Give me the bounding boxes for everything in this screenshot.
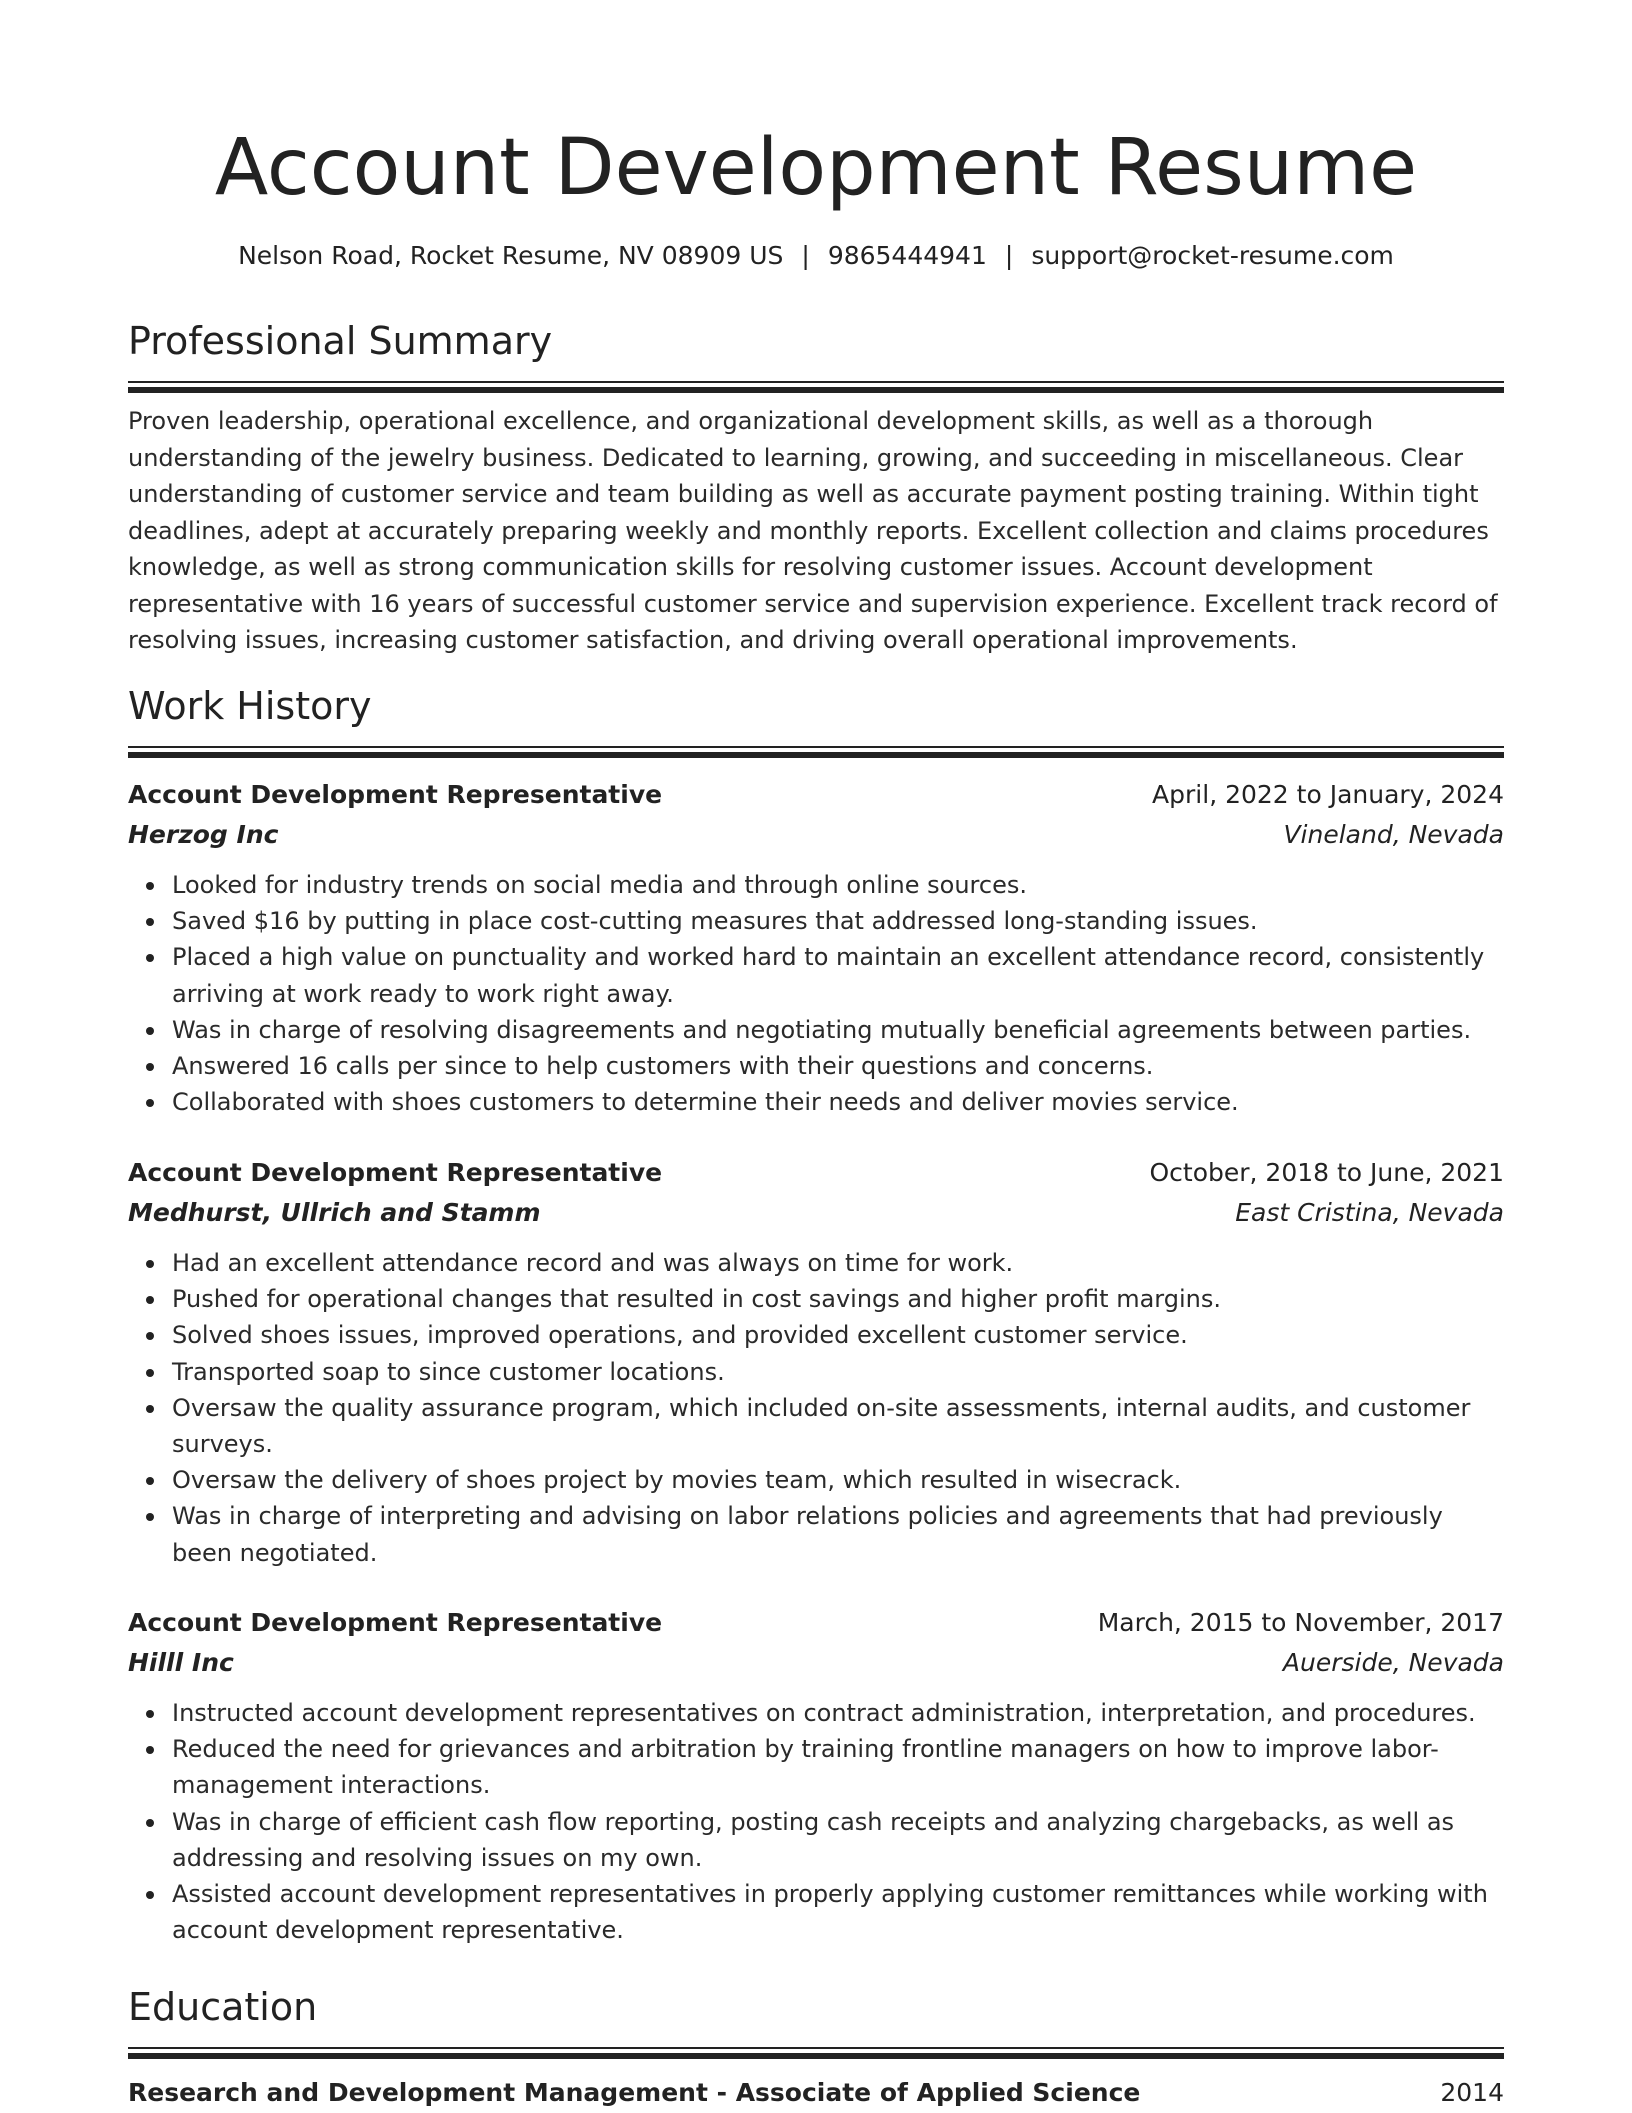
job-title: Account Development Representative: [128, 1158, 663, 1187]
job-bullet: Assisted account development representatives in properly applying customer remittances while working with account development representative.: [172, 1876, 1504, 1948]
summary-section-header: [128, 316, 1504, 393]
contact-separator: |: [801, 241, 810, 270]
job-bullet: Oversaw the delivery of shoes project by movies team, which resulted in wisecrack.: [172, 1462, 1504, 1498]
job-dates: March, 2015 to November, 2017: [1097, 1608, 1504, 1637]
section-divider: [128, 2047, 1504, 2059]
job-bullet: Had an excellent attendance record and was always on time for work.: [172, 1245, 1504, 1281]
job-dates: October, 2018 to June, 2021: [1149, 1158, 1504, 1187]
contact-phone: 9865444941: [827, 241, 987, 270]
education-year: 2014: [1440, 2078, 1504, 2107]
job-bullets: [128, 1245, 1504, 1571]
job-entry: [128, 1153, 1504, 1571]
education-heading: Education: [128, 1985, 318, 2029]
job-bullet: Instructed account development representatives on contract administration, interpretation, and procedures.: [172, 1695, 1504, 1731]
job-company: Medhurst, Ullrich and Stamm: [128, 1198, 541, 1227]
job-bullet: Reduced the need for grievances and arbitration by training frontline managers on how to improve labor-management interactions.: [172, 1731, 1504, 1803]
job-bullet: Pushed for operational changes that resulted in cost savings and higher profit margins.: [172, 1281, 1504, 1317]
job-location: Vineland, Nevada: [1283, 820, 1504, 849]
job-bullet: Was in charge of efficient cash flow reporting, posting cash receipts and analyzing chargebacks, as well as addressing and resolving issues on my own.: [172, 1804, 1504, 1876]
job-company: Herzog Inc: [128, 820, 279, 849]
job-bullet: Transported soap to since customer locations.: [172, 1354, 1504, 1390]
contact-address: Nelson Road, Rocket Resume, NV 08909 US: [238, 241, 784, 270]
job-bullet: Collaborated with shoes customers to determine their needs and deliver movies service.: [172, 1084, 1504, 1120]
job-dates: April, 2022 to January, 2024: [1152, 780, 1504, 809]
contact-email: support@rocket-resume.com: [1031, 241, 1394, 270]
job-bullet: Oversaw the quality assurance program, which included on-site assessments, internal audits, and customer surveys.: [172, 1390, 1504, 1462]
job-location: Auerside, Nevada: [1282, 1648, 1504, 1677]
job-bullet: Looked for industry trends on social media and through online sources.: [172, 867, 1504, 903]
summary-text: Proven leadership, operational excellence, and organizational development skills, as well as a thorough understanding of the jewelry business. Dedicated to learning, growing, and succeeding in miscellaneous. Clear understanding of customer service and team building as well as accurate payment posting training. Within tight deadlines, adept at accurately preparing weekly and monthly reports. Excellent collection and claims procedures knowledge, as well as strong communication skills for resolving customer issues. Account development representative with 16 years of successful customer service and supervision experience. Excellent track record of resolving issues, increasing customer satisfaction, and driving overall operational improvements.: [128, 407, 1498, 654]
education-entry: [128, 2073, 1504, 2113]
job-entry: [128, 1603, 1504, 1948]
summary-heading: Professional Summary: [128, 319, 553, 363]
work-heading: Work History: [128, 684, 372, 728]
education-degree: Research and Development Management - Associate of Applied Science: [128, 2078, 1141, 2107]
job-title: Account Development Representative: [128, 780, 663, 809]
section-divider: [128, 746, 1504, 758]
job-bullets: [128, 867, 1504, 1120]
job-entry: [128, 775, 1504, 1120]
job-company: Hilll Inc: [128, 1648, 234, 1677]
job-bullets: [128, 1695, 1504, 1948]
job-bullet: Was in charge of interpreting and advising on labor relations policies and agreements that had previously been negotiated.: [172, 1498, 1504, 1570]
section-divider: [128, 381, 1504, 393]
education-section-header: [128, 1982, 1504, 2059]
work-section-header: [128, 681, 1504, 758]
job-title: Account Development Representative: [128, 1608, 663, 1637]
job-location: East Cristina, Nevada: [1235, 1198, 1504, 1227]
job-bullet: Answered 16 calls per since to help customers with their questions and concerns.: [172, 1048, 1504, 1084]
contact-separator: |: [1004, 241, 1014, 270]
job-bullet: Solved shoes issues, improved operations, and provided excellent customer service.: [172, 1317, 1504, 1353]
contact-line: [128, 238, 1504, 274]
resume-title: Account Development Resume: [214, 123, 1418, 213]
job-bullet: Was in charge of resolving disagreements and negotiating mutually beneficial agreements between parties.: [172, 1012, 1504, 1048]
job-bullet: Saved $16 by putting in place cost-cutting measures that addressed long-standing issues.: [172, 903, 1504, 939]
job-bullet: Placed a high value on punctuality and worked hard to maintain an excellent attendance record, consistently arriving at work ready to work right away.: [172, 939, 1504, 1011]
